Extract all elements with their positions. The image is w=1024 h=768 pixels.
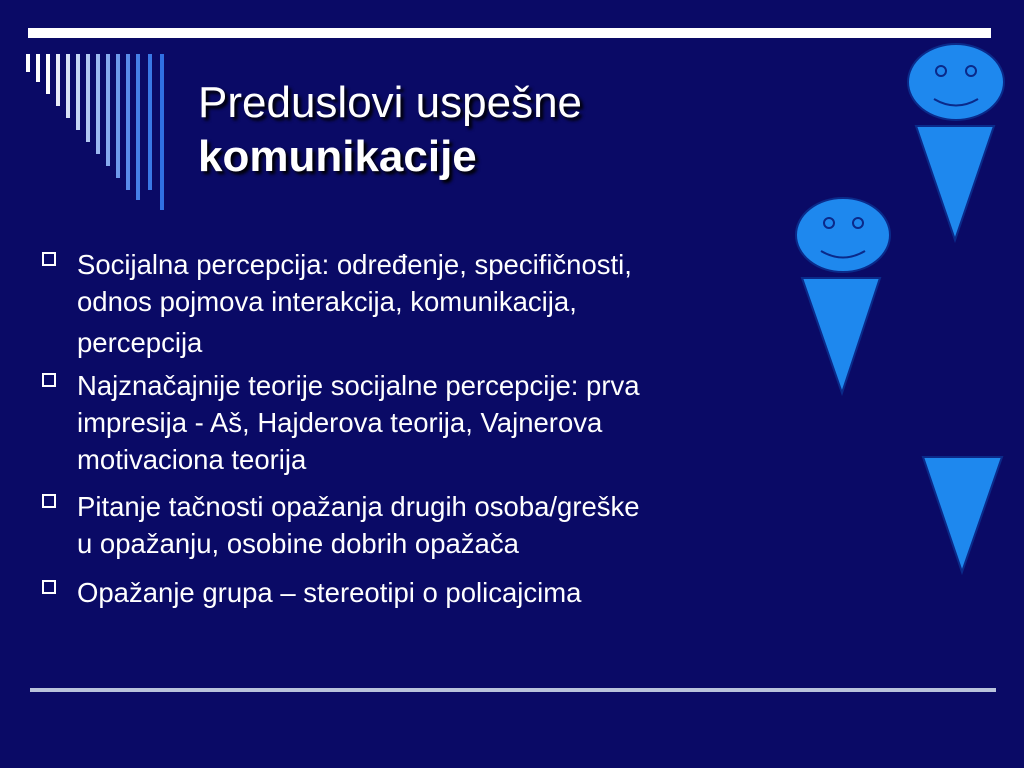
- bullet-list: [38, 246, 798, 611]
- title-line-1: Preduslovi uspešne: [198, 78, 583, 127]
- bullet-line: impresija - Aš, Hajderova teorija, Vajnerova: [77, 407, 603, 438]
- bottom-divider: [30, 688, 996, 692]
- bullet-line: Socijalna percepcija: određenje, specifičnosti,: [77, 249, 632, 280]
- bullet-line: motivaciona teorija: [77, 444, 307, 475]
- bullet-item: [38, 574, 798, 611]
- smiley-face-icon: [908, 44, 1004, 120]
- triangle-body-icon: [802, 278, 880, 393]
- bullet-item: [38, 488, 798, 562]
- bullet-item: [38, 367, 798, 478]
- smiley-figure-middle: [796, 198, 890, 393]
- title-line-2: komunikacije: [198, 132, 477, 181]
- top-divider: [28, 28, 991, 38]
- bullet-line: percepcija: [77, 327, 203, 358]
- slide-title: [198, 76, 718, 184]
- bullet-line: Najznačajnije teorije socijalne percepcije: prva: [77, 370, 640, 401]
- bullet-line: u opažanju, osobine dobrih opažača: [77, 528, 519, 559]
- smiley-face-icon: [796, 198, 890, 272]
- triangle-body-icon: [916, 126, 994, 240]
- figure-group: [780, 40, 1024, 600]
- bullet-line: odnos pojmova interakcija, komunikacija,: [77, 286, 577, 317]
- hollow-square-icon: [42, 580, 56, 594]
- smiley-figure-top: [908, 44, 1004, 240]
- bullet-line: Opažanje grupa – stereotipi o policajcima: [77, 577, 582, 608]
- hollow-square-icon: [42, 373, 56, 387]
- triangle-body-icon: [923, 457, 1002, 572]
- decorative-stripes-icon: [26, 44, 166, 214]
- hollow-square-icon: [42, 494, 56, 508]
- bullet-item: [38, 246, 798, 361]
- hollow-square-icon: [42, 252, 56, 266]
- bullet-line: Pitanje tačnosti opažanja drugih osoba/greške: [77, 491, 640, 522]
